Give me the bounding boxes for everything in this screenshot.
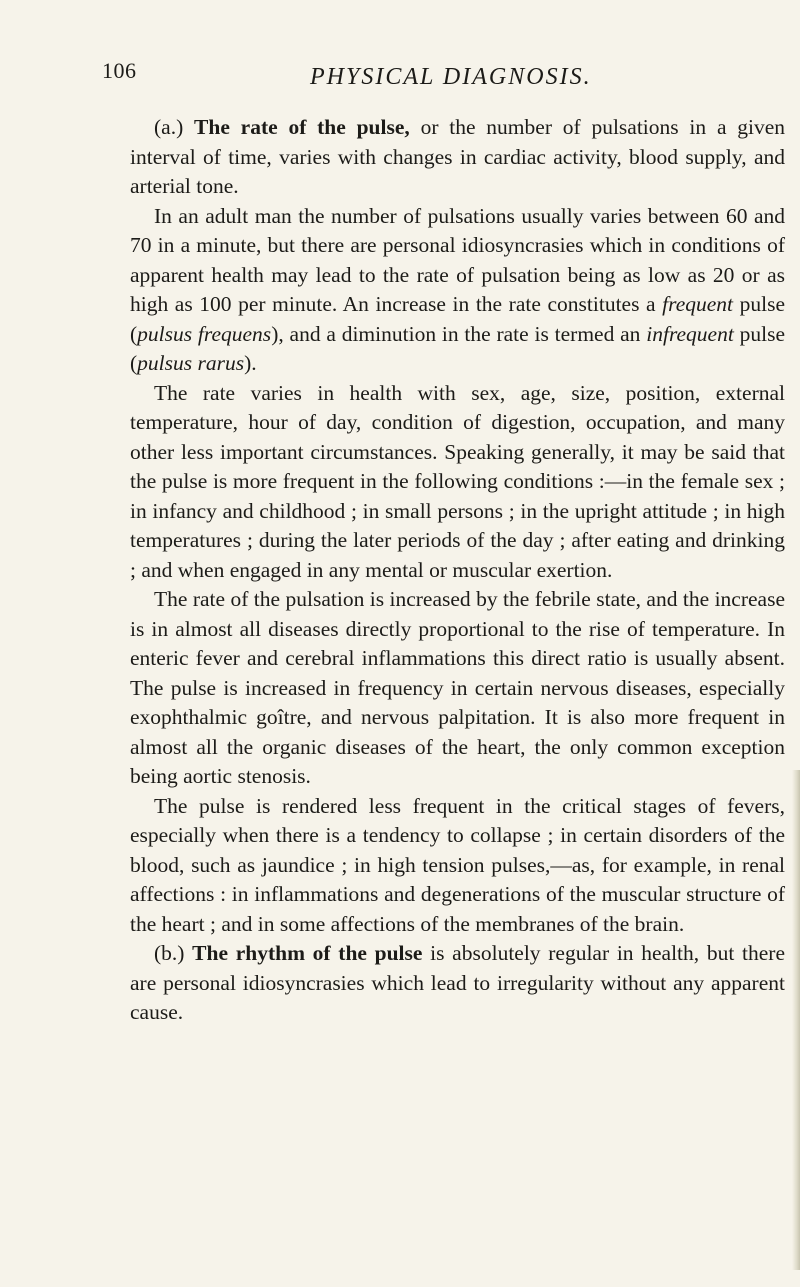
paragraph-text: pulse (: [130, 321, 786, 375]
section-heading-rhythm: The rhythm of the pulse: [192, 941, 423, 965]
page-edge-shadow: [792, 770, 800, 1270]
paragraph-text: ).: [244, 351, 257, 375]
paragraph-text: ), and a diminution in the rate is termed an: [271, 321, 641, 346]
paragraph-text: or the number of pulsations in a given interval of time, varies with changes in cardiac activity, blood supply, and arterial tone.: [130, 115, 786, 198]
running-head: PHYSICAL DIAGNOSIS.: [310, 64, 592, 90]
paragraph-rate-intro: [130, 113, 785, 202]
section-label-b: (b.): [154, 941, 185, 965]
page-number: 106: [102, 58, 137, 83]
paragraph-text: In an adult man the number of pulsations usually varies between 60 and 70 in a minute, but there are personal idiosyncrasies which in conditions of apparent health may lead to the rate of pulsation being as low as 20 or as high as 100 per minute. An increase in the rate constitutes a: [130, 203, 785, 316]
paragraph-febrile-increase: The rate of the pulsation is increased by the febrile state, and the increase is in almost all diseases directly proportional to the rise of temperature. In enteric fever and cerebral inflammations this direct ratio is usually absent. The pulse is increased in frequency in certain nervous diseases, especially exophthalmic goître, and nervous palpitation. It is also more frequent in almost all the organic diseases of the heart, the only common exception being aortic stenosis.: [130, 587, 785, 788]
paragraph-text: is absolutely regular in health, but there are personal idiosyncrasies which lead to irregularity without any apparent cause.: [130, 941, 785, 1024]
body-text: [130, 113, 785, 1028]
page-header: [0, 54, 800, 94]
term-frequent: frequent: [662, 292, 734, 316]
section-heading-rate: The rate of the pulse,: [194, 115, 410, 139]
term-pulsus-rarus: pulsus rarus: [137, 351, 245, 375]
paragraph-rhythm: [130, 939, 785, 1028]
section-label-a: (a.): [154, 115, 184, 139]
paragraph-less-frequent: The pulse is rendered less frequent in the critical stages of fevers, especially when there is a tendency to collapse ; in certain disorders of the blood, such as jaundice ; in high tension pulses,—as, for example, in renal affections : in inflammations and degenerations of the muscular structure of the heart ; and in some affections of the membranes of the brain.: [130, 793, 785, 936]
term-pulsus-frequens: pulsus frequens: [137, 321, 272, 346]
paragraph-health-variation: The rate varies in health with sex, age, size, position, external temperature, hour of day, condition of digestion, occupation, and many other less important circumstances. Speaking generally, it may be said that the pulse is more frequent in the following conditions :—in the female sex ; in infancy and childhood ; in small persons ; in the upright attitude ; in high temperatures ; during the later periods of the day ; after eating and drinking ; and when engaged in any mental or muscular exertion.: [130, 380, 785, 582]
paragraph-text: pulse (: [130, 292, 786, 346]
term-infrequent: infrequent: [646, 321, 734, 346]
paragraph-adult-rate: [130, 202, 785, 379]
